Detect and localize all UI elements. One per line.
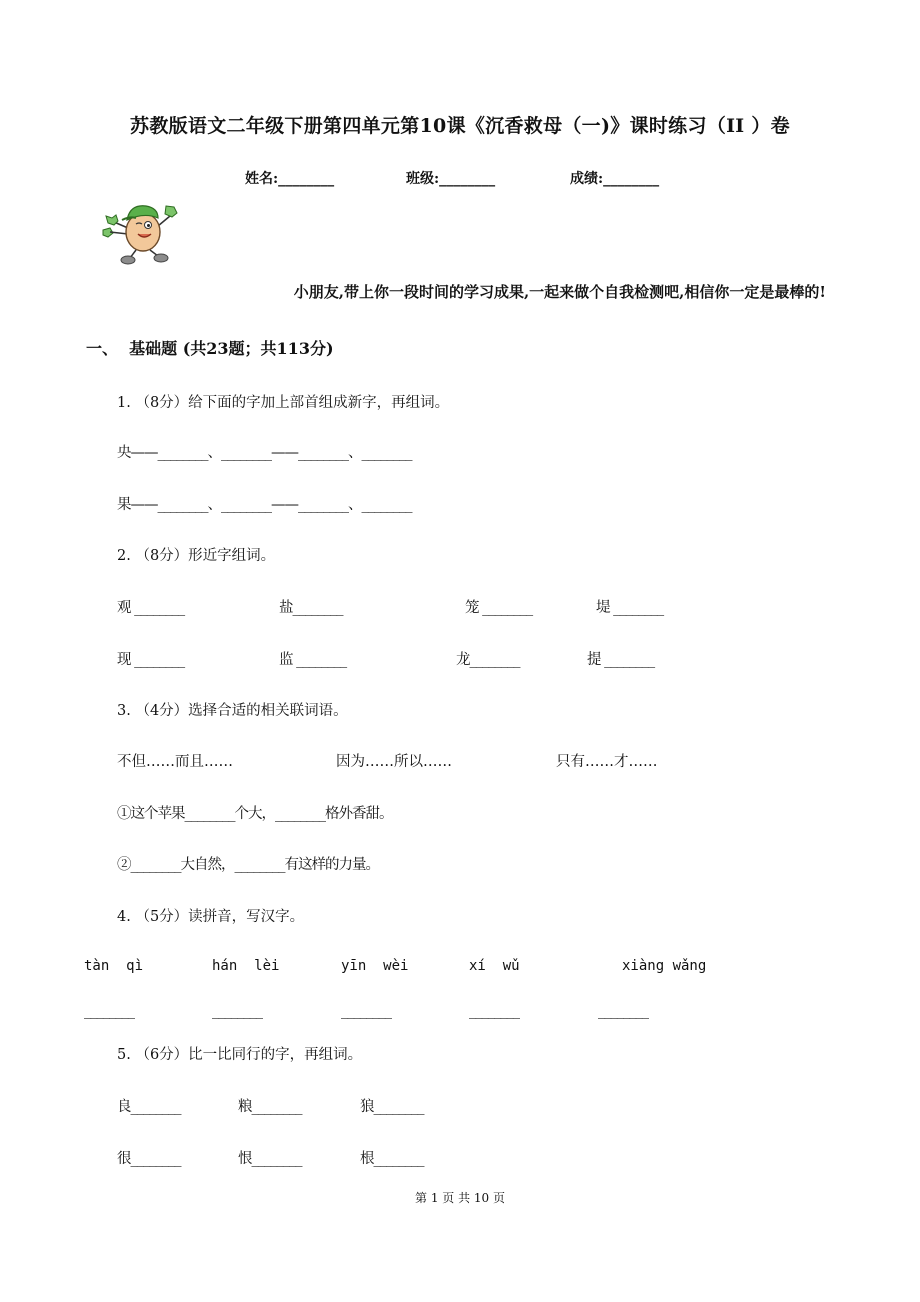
answer-blank[interactable]: ________ bbox=[84, 1003, 134, 1019]
page-title: 苏教版语文二年级下册第四单元第10课《沉香救母（一)》课时练习（II ）卷 bbox=[130, 115, 790, 137]
question-2-item[interactable]: 观 ________ bbox=[117, 600, 185, 616]
question-5-item[interactable]: 很________ bbox=[117, 1151, 181, 1167]
class-field-label: 班级:________ bbox=[406, 171, 496, 187]
question-5-item[interactable]: 良________ bbox=[117, 1099, 181, 1115]
answer-blank[interactable]: ________ bbox=[212, 1003, 262, 1019]
intro-text: 小朋友,带上你一段时间的学习成果,一起来做个自我检测吧,相信你一定是最棒的! bbox=[293, 283, 826, 301]
conjunction-option: 不但……而且…… bbox=[117, 754, 233, 770]
question-2-item[interactable]: 堤 ________ bbox=[596, 600, 664, 616]
pinyin-item: xiàng wǎng bbox=[622, 958, 707, 974]
question-1-row-1[interactable]: 央——________、________——________、________ bbox=[117, 445, 412, 461]
mascot-illustration bbox=[100, 198, 186, 266]
answer-blank[interactable]: ________ bbox=[341, 1003, 391, 1019]
conjunction-option: 因为……所以…… bbox=[336, 754, 452, 770]
question-3-sentence-2[interactable]: ②________大自然，________有这样的力量。 bbox=[117, 857, 379, 873]
score-field-label: 成绩:________ bbox=[570, 171, 660, 187]
section-heading: 一、 基础题 (共23题；共113分) bbox=[86, 339, 334, 358]
answer-blank[interactable]: ________ bbox=[469, 1003, 519, 1019]
question-3-sentence-1[interactable]: ①这个苹果________个大，________格外香甜。 bbox=[117, 806, 393, 822]
answer-blank[interactable]: ________ bbox=[598, 1003, 648, 1019]
question-2-item[interactable]: 笼 ________ bbox=[465, 600, 533, 616]
question-5-item[interactable]: 根________ bbox=[360, 1151, 424, 1167]
conjunction-option: 只有……才…… bbox=[556, 754, 658, 770]
question-5-prompt: 5. （6分）比一比同行的字，再组词。 bbox=[117, 1047, 363, 1063]
pinyin-item: tàn qì bbox=[84, 958, 144, 974]
name-field-label: 姓名:________ bbox=[245, 171, 335, 187]
question-2-item[interactable]: 监 ________ bbox=[279, 652, 347, 668]
pinyin-item: xí wǔ bbox=[469, 958, 520, 974]
question-2-prompt: 2. （8分）形近字组词。 bbox=[117, 548, 276, 564]
question-2-item[interactable]: 提 ________ bbox=[587, 652, 655, 668]
question-2-item[interactable]: 盐________ bbox=[279, 600, 343, 616]
question-5-item[interactable]: 粮________ bbox=[238, 1099, 302, 1115]
pinyin-item: yīn wèi bbox=[341, 958, 409, 974]
question-5-item[interactable]: 恨________ bbox=[238, 1151, 302, 1167]
page-footer: 第 1 页 共 10 页 bbox=[415, 1191, 505, 1205]
question-1-prompt: 1. （8分）给下面的字加上部首组成新字，再组词。 bbox=[117, 395, 450, 411]
question-2-item[interactable]: 龙________ bbox=[456, 652, 520, 668]
pinyin-item: hán lèi bbox=[212, 958, 280, 974]
question-3-prompt: 3. （4分）选择合适的相关联词语。 bbox=[117, 703, 348, 719]
question-5-item[interactable]: 狼________ bbox=[360, 1099, 424, 1115]
question-1-row-2[interactable]: 果——________、________——________、________ bbox=[117, 497, 412, 513]
question-2-item[interactable]: 现 ________ bbox=[117, 652, 185, 668]
question-4-prompt: 4. （5分）读拼音，写汉字。 bbox=[117, 909, 305, 925]
